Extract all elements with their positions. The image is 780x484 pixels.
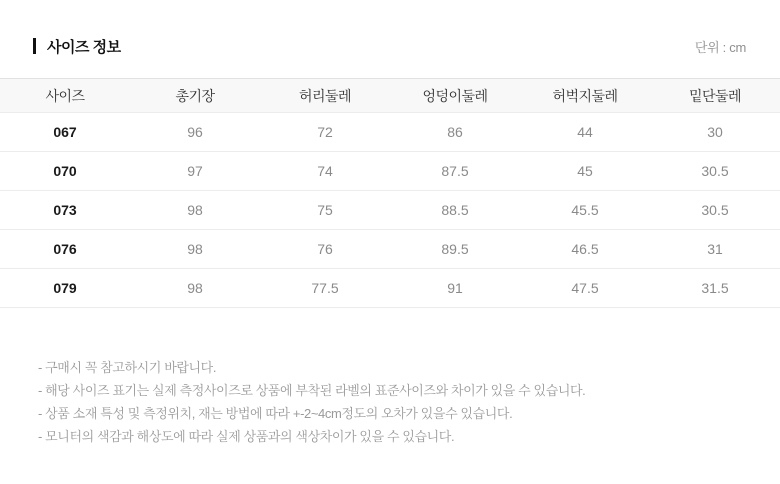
table-row	[0, 191, 780, 230]
notes-list	[38, 356, 585, 448]
measurement-cell: 98	[130, 269, 260, 308]
title-group	[33, 36, 121, 57]
measurement-cell: 45.5	[520, 191, 650, 230]
size-cell: 076	[0, 230, 130, 269]
measurement-cell: 86	[390, 113, 520, 152]
measurement-cell: 75	[260, 191, 390, 230]
size-table-head	[0, 79, 780, 113]
measurement-cell: 96	[130, 113, 260, 152]
measurement-cell: 91	[390, 269, 520, 308]
measurement-cell: 31.5	[650, 269, 780, 308]
size-cell: 073	[0, 191, 130, 230]
note-item: - 구매시 꼭 참고하시기 바랍니다.	[38, 360, 217, 375]
unit-label: 단위 : cm	[694, 39, 746, 55]
measurement-cell: 97	[130, 152, 260, 191]
note-item: - 모니터의 색감과 해상도에 따라 실제 상품과의 색상차이가 있을 수 있습니다.	[38, 429, 455, 444]
measurement-cell: 30.5	[650, 191, 780, 230]
size-cell: 070	[0, 152, 130, 191]
measurement-cell: 89.5	[390, 230, 520, 269]
title-row	[0, 0, 780, 58]
measurement-cell: 76	[260, 230, 390, 269]
col-header-total-length: 총기장	[130, 79, 260, 113]
size-cell: 067	[0, 113, 130, 152]
measurement-cell: 47.5	[520, 269, 650, 308]
table-row	[0, 113, 780, 152]
table-row	[0, 230, 780, 269]
col-header-hip: 엉덩이둘레	[390, 79, 520, 113]
measurement-cell: 45	[520, 152, 650, 191]
col-header-thigh: 허벅지둘레	[520, 79, 650, 113]
note-item: - 해당 사이즈 표기는 실제 측정사이즈로 상품에 부착된 라벨의 표준사이즈와 차이가 있을 수 있습니다.	[38, 383, 586, 398]
table-row	[0, 269, 780, 308]
size-cell: 079	[0, 269, 130, 308]
measurement-cell: 98	[130, 191, 260, 230]
measurement-cell: 30.5	[650, 152, 780, 191]
measurement-cell: 88.5	[390, 191, 520, 230]
col-header-hem: 밑단둘레	[650, 79, 780, 113]
measurement-cell: 74	[260, 152, 390, 191]
measurement-cell: 31	[650, 230, 780, 269]
measurement-cell: 44	[520, 113, 650, 152]
title-accent-bar	[33, 38, 36, 54]
col-header-size: 사이즈	[0, 79, 130, 113]
note-item: - 상품 소재 특성 및 측정위치, 재는 방법에 따라 +-2~4cm정도의 오차가 있을수 있습니다.	[38, 406, 513, 421]
size-table	[0, 78, 780, 308]
measurement-cell: 72	[260, 113, 390, 152]
measurement-cell: 98	[130, 230, 260, 269]
table-row	[0, 152, 780, 191]
measurement-cell: 46.5	[520, 230, 650, 269]
size-table-body	[0, 113, 780, 308]
measurement-cell: 77.5	[260, 269, 390, 308]
measurement-cell: 87.5	[390, 152, 520, 191]
page-title: 사이즈 정보	[47, 38, 121, 56]
measurement-cell: 30	[650, 113, 780, 152]
col-header-waist: 허리둘레	[260, 79, 390, 113]
header-row	[0, 79, 780, 113]
